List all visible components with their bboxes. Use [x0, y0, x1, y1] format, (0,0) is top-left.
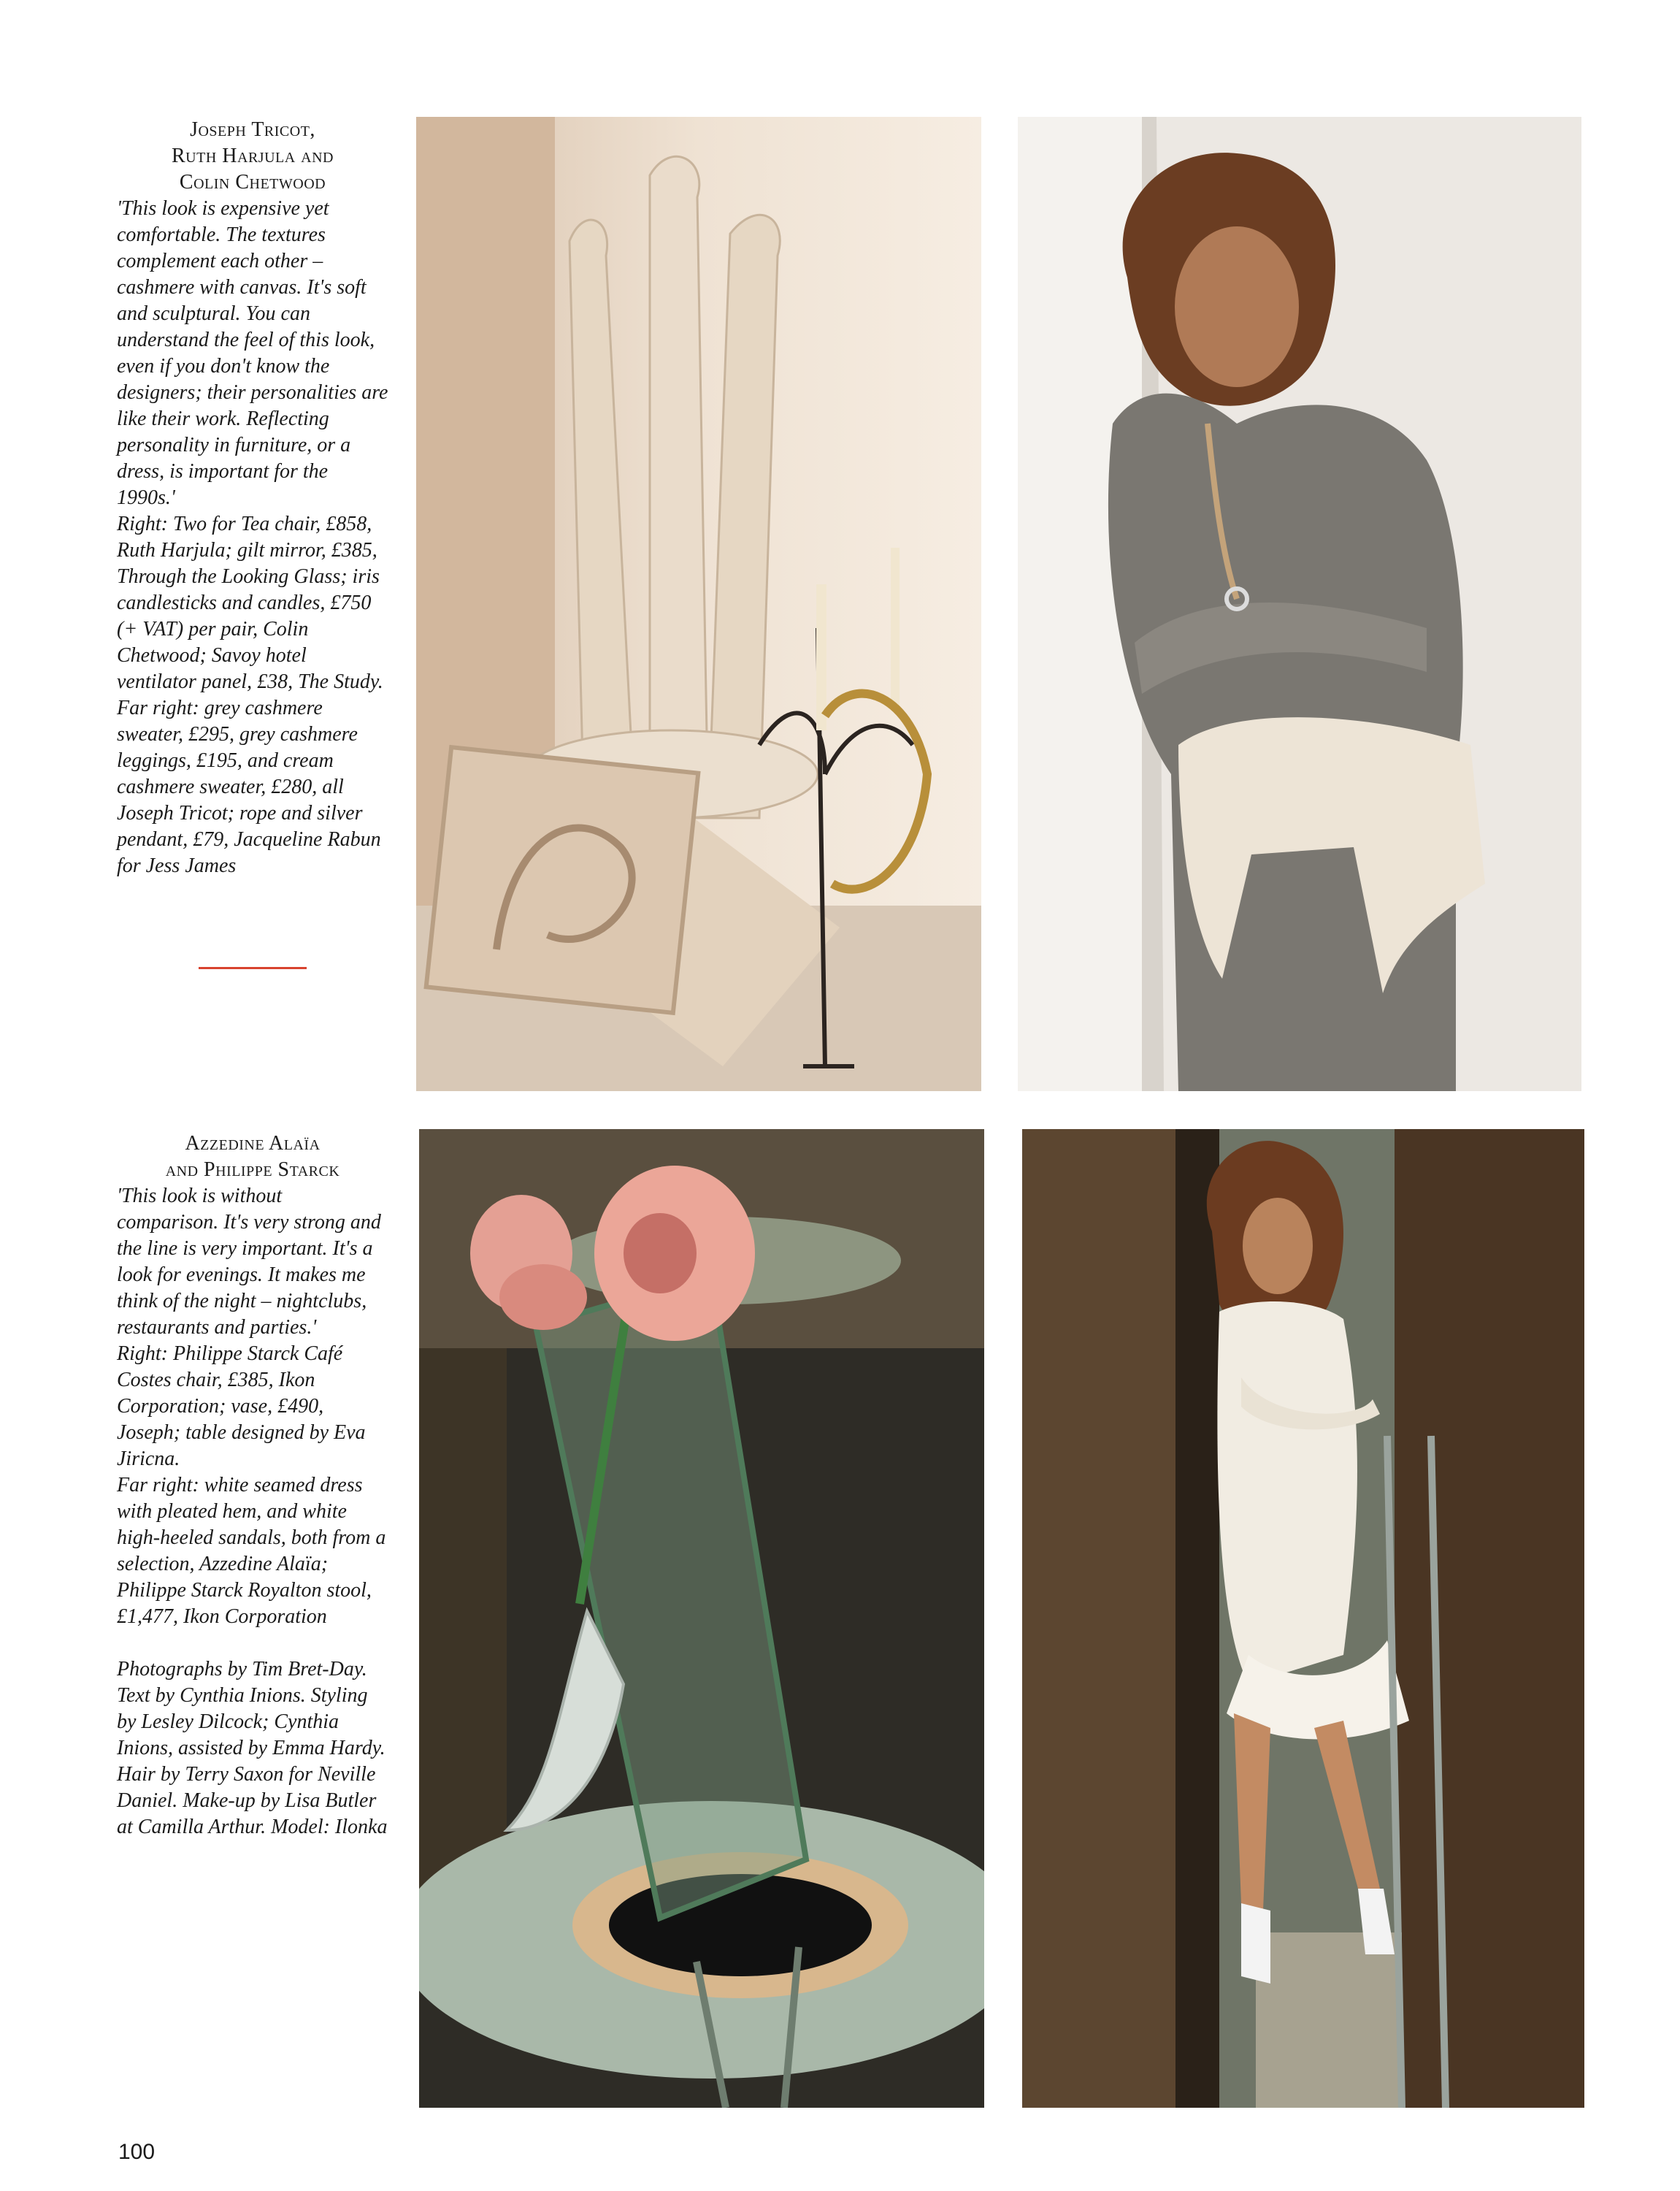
- page-number: 100: [118, 2140, 156, 2164]
- caption-heading: [117, 1131, 388, 1183]
- heading-line: Joseph Tricot,: [190, 118, 315, 141]
- photo-model-white-dress: [1022, 1129, 1584, 2108]
- caption-quote: 'This look is expensive yet comfortable. The textures complement each other – cashmere with canvas. It's soft and sculptural. You can understand the feel of this look, even if you don't know the designers; their personalities are like their work. Reflecting personality in furniture, or a dress, is important for the 1990s.': [117, 197, 388, 509]
- caption-body: [117, 1183, 388, 1840]
- photo-glass-table-flowers: [419, 1129, 984, 2108]
- heading-line: Azzedine Alaïa: [185, 1132, 321, 1155]
- caption-quote: 'This look is without comparison. It's very strong and the line is very important. It's a look for evenings. It makes me think of the night – nightclubs, restaurants and parties.': [117, 1185, 381, 1339]
- heading-line: and Philippe Starck: [165, 1158, 340, 1181]
- caption-heading: [117, 117, 388, 196]
- heading-line: Colin Chetwood: [179, 171, 326, 194]
- caption-right: Right: Philippe Starck Café Costes chair, £385, Ikon Corporation; vase, £490, Joseph; table designed by Eva Jiricna.: [117, 1342, 366, 1470]
- divider-rule: [199, 967, 307, 969]
- caption-far-right: Far right: white seamed dress with pleated hem, and white high-heeled sandals, both from a selection, Azzedine Alaïa; Philippe Starck Royalton stool, £1,477, Ikon Corporation: [117, 1474, 386, 1628]
- caption-far-right: Far right: grey cashmere sweater, £295, grey cashmere leggings, £195, and cream cashmere sweater, £280, all Joseph Tricot; rope and silver pendant, £79, Jacqueline Rabun for Jess James: [117, 697, 381, 877]
- photo-credits: Photographs by Tim Bret-Day. Text by Cynthia Inions. Styling by Lesley Dilcock; Cynthia Inions, assisted by Emma Hardy. Hair by Terry Saxon for Neville Daniel. Make-up by Lisa Butler at Camilla Arthur. Model: Ilonka: [117, 1658, 388, 1838]
- caption-right: Right: Two for Tea chair, £858, Ruth Harjula; gilt mirror, £385, Through the Looking Glass; iris candlesticks and candles, £750 (+ VAT) per pair, Colin Chetwood; Savoy hotel ventilator panel, £38, The Study.: [117, 513, 383, 693]
- heading-line: Ruth Harjula and: [172, 145, 334, 167]
- caption-joseph-tricot: [117, 117, 388, 879]
- photo-model-grey-cashmere: [1018, 117, 1581, 1091]
- caption-body: [117, 196, 388, 879]
- photo-sculptural-chair: [416, 117, 981, 1091]
- caption-azzedine-alaia: [117, 1131, 388, 1840]
